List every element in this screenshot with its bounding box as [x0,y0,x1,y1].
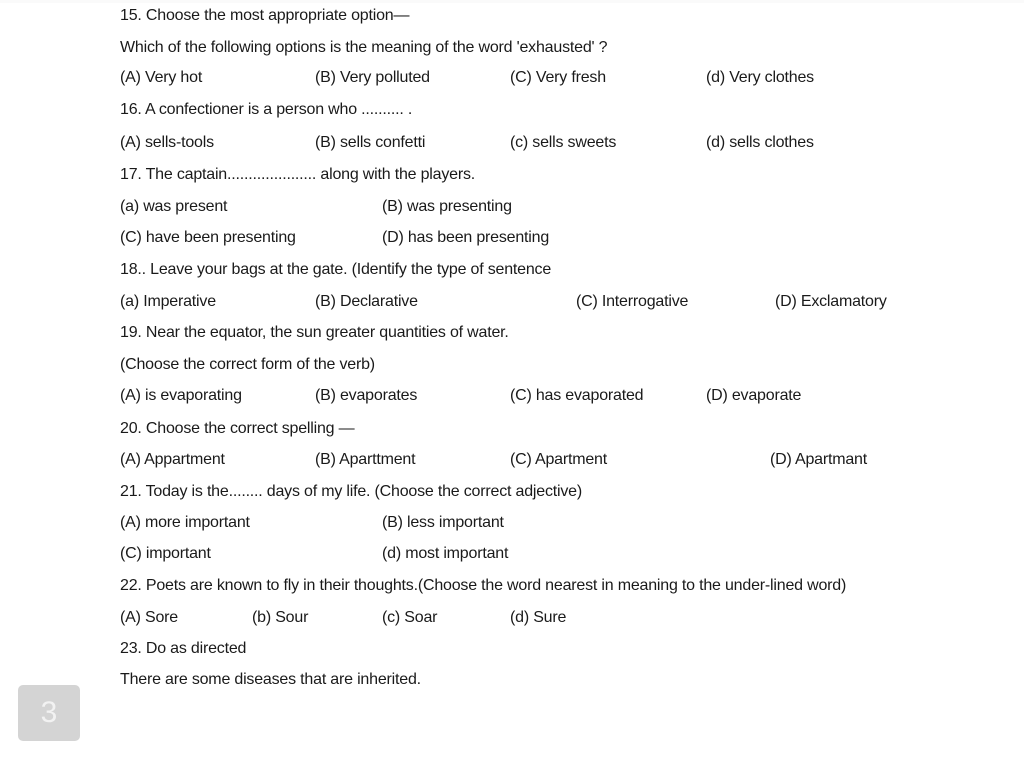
question-16-option-c: (c) sells sweets [510,134,617,151]
question-22-option-c: (c) Soar [382,609,438,626]
question-23-title: 23. Do as directed [120,640,247,657]
question-15-prompt: Which of the following options is the meaning of the word 'exhausted' ? [120,39,608,56]
page-number: 3 [40,696,58,729]
question-16-title: 16. A confectioner is a person who .......... . [120,101,413,118]
question-18-option-a: (a) Imperative [120,293,216,310]
question-19-option-b: (B) evaporates [315,387,418,404]
question-16-option-d: (d) sells clothes [706,134,814,151]
question-22-option-d: (d) Sure [510,609,567,626]
question-17-option-c: (C) have been presenting [120,229,296,246]
page-number-badge [18,685,80,741]
question-18-title: 18.. Leave your bags at the gate. (Identify the type of sentence [120,261,552,278]
question-20-title: 20. Choose the correct spelling — [120,420,355,437]
question-21-option-c: (C) important [120,545,211,562]
question-19-option-d: (D) evaporate [706,387,802,404]
question-19-prompt: (Choose the correct form of the verb) [120,356,375,373]
question-15-option-b: (B) Very polluted [315,69,430,86]
question-19-title: 19. Near the equator, the sun greater quantities of water. [120,324,509,341]
question-21-option-d: (d) most important [382,545,509,562]
question-20-option-d: (D) Apartmant [770,451,867,468]
question-17-option-b: (B) was presenting [382,198,512,215]
question-15-option-c: (C) Very fresh [510,69,606,86]
page-top-edge [0,0,1024,3]
question-19-option-a: (A) is evaporating [120,387,242,404]
question-18-option-c: (C) Interrogative [576,293,689,310]
question-23-prompt: There are some diseases that are inherited. [120,671,421,688]
question-22-option-b: (b) Sour [252,609,309,626]
question-20-option-a: (A) Appartment [120,451,225,468]
question-21-title: 21. Today is the........ days of my life. (Choose the correct adjective) [120,483,582,500]
question-15-option-d: (d) Very clothes [706,69,814,86]
question-19-option-c: (C) has evaporated [510,387,644,404]
question-17-option-a: (a) was present [120,198,228,215]
question-15-title: 15. Choose the most appropriate option— [120,7,410,24]
question-20-option-b: (B) Aparttment [315,451,416,468]
question-15-option-a: (A) Very hot [120,69,203,86]
question-21-option-b: (B) less important [382,514,504,531]
question-17-title: 17. The captain..................... along with the players. [120,166,476,183]
question-16-option-b: (B) sells confetti [315,134,426,151]
question-22-option-a: (A) Sore [120,609,178,626]
question-20-option-c: (C) Apartment [510,451,607,468]
question-22-title: 22. Poets are known to fly in their thoughts.(Choose the word nearest in meaning to the under-lined word) [120,577,847,594]
question-18-option-b: (B) Declarative [315,293,418,310]
question-18-option-d: (D) Exclamatory [775,293,887,310]
question-17-option-d: (D) has been presenting [382,229,550,246]
question-16-option-a: (A) sells-tools [120,134,214,151]
question-21-option-a: (A) more important [120,514,250,531]
